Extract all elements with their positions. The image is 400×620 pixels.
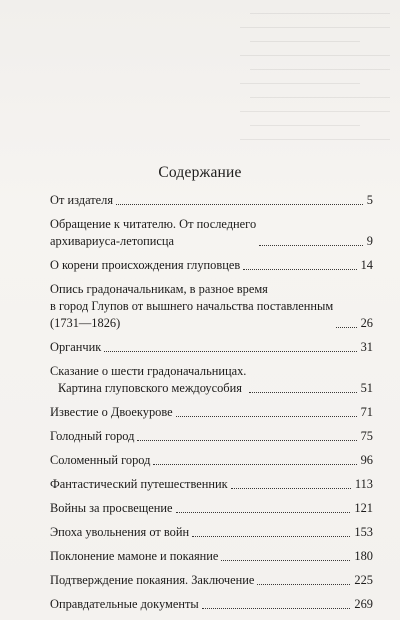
table-of-contents: [50, 192, 373, 620]
toc-entry: [50, 596, 373, 613]
toc-entry: [50, 404, 373, 421]
toc-entry-title: Сказание о шести градоначальницах. Картина глуповского междоусобия: [50, 364, 247, 395]
toc-entry-page: 5: [366, 193, 373, 207]
toc-entry-title: Обращение к читателю. От последнего архивариуса-летописца: [50, 217, 257, 248]
dot-leader: [249, 392, 356, 393]
toc-entry-page: 180: [354, 549, 373, 563]
dot-leader: [202, 608, 351, 609]
dot-leader: [153, 464, 356, 465]
toc-entry-title: Опись градоначальникам, в разное время в город Глупов от вышнего начальства поставленным (1731—1826): [50, 282, 334, 330]
toc-entry-page: 51: [360, 381, 373, 395]
dot-leader: [221, 560, 350, 561]
dot-leader: [104, 351, 356, 352]
toc-entry: [50, 281, 373, 332]
toc-entry-title: Соломенный город: [50, 453, 151, 467]
toc-entry: [50, 257, 373, 274]
toc-entry-title: От издателя: [50, 193, 114, 207]
toc-entry-title: Поклонение мамоне и покаяние: [50, 549, 219, 563]
toc-entry-title: Известие о Двоекурове: [50, 405, 173, 419]
toc-entry-title: Фантастический путешественник: [50, 477, 228, 491]
toc-entry-page: 75: [360, 429, 373, 443]
toc-entry-title: Эпоха увольнения от войн: [50, 525, 190, 539]
dot-leader: [116, 204, 363, 205]
toc-entry: [50, 452, 373, 469]
toc-entry: [50, 548, 373, 565]
toc-entry: [50, 216, 373, 250]
toc-entry-title: Подтверждение покаяния. Заключение: [50, 573, 255, 587]
dot-leader: [192, 536, 350, 537]
toc-entry: [50, 476, 373, 493]
toc-entry-page: 153: [354, 525, 373, 539]
toc-entry-page: 269: [354, 597, 373, 611]
toc-entry-page: 121: [354, 501, 373, 515]
toc-entry-page: 113: [354, 477, 373, 491]
toc-entry-title: Голодный город: [50, 429, 135, 443]
toc-entry-page: 9: [366, 234, 373, 248]
toc-entry-title: Органчик: [50, 340, 102, 354]
dot-leader: [176, 416, 357, 417]
dot-leader: [176, 512, 351, 513]
dot-leader: [137, 440, 356, 441]
toc-title: Содержание: [158, 164, 242, 181]
toc-entry: [50, 339, 373, 356]
toc-entry-page: 14: [360, 258, 373, 272]
toc-entry: [50, 428, 373, 445]
toc-entry-page: 71: [360, 405, 373, 419]
toc-entry-page: 225: [354, 573, 373, 587]
dot-leader: [231, 488, 351, 489]
toc-entry: [50, 524, 373, 541]
toc-entry-title: О корени происхождения глуповцев: [50, 258, 241, 272]
toc-entry: [50, 192, 373, 209]
toc-entry: [50, 363, 373, 397]
dot-leader: [257, 584, 350, 585]
dot-leader: [259, 245, 363, 246]
toc-entry-title: Оправдательные документы: [50, 597, 199, 611]
toc-entry-page: 96: [360, 453, 373, 467]
bleed-through-text: [240, 0, 390, 150]
toc-entry-page: 31: [360, 340, 373, 354]
dot-leader: [336, 327, 356, 328]
toc-entry-title: Войны за просвещение: [50, 501, 173, 515]
toc-entry: [50, 572, 373, 589]
dot-leader: [243, 269, 356, 270]
toc-entry-page: 26: [360, 316, 373, 330]
toc-entry: [50, 500, 373, 517]
